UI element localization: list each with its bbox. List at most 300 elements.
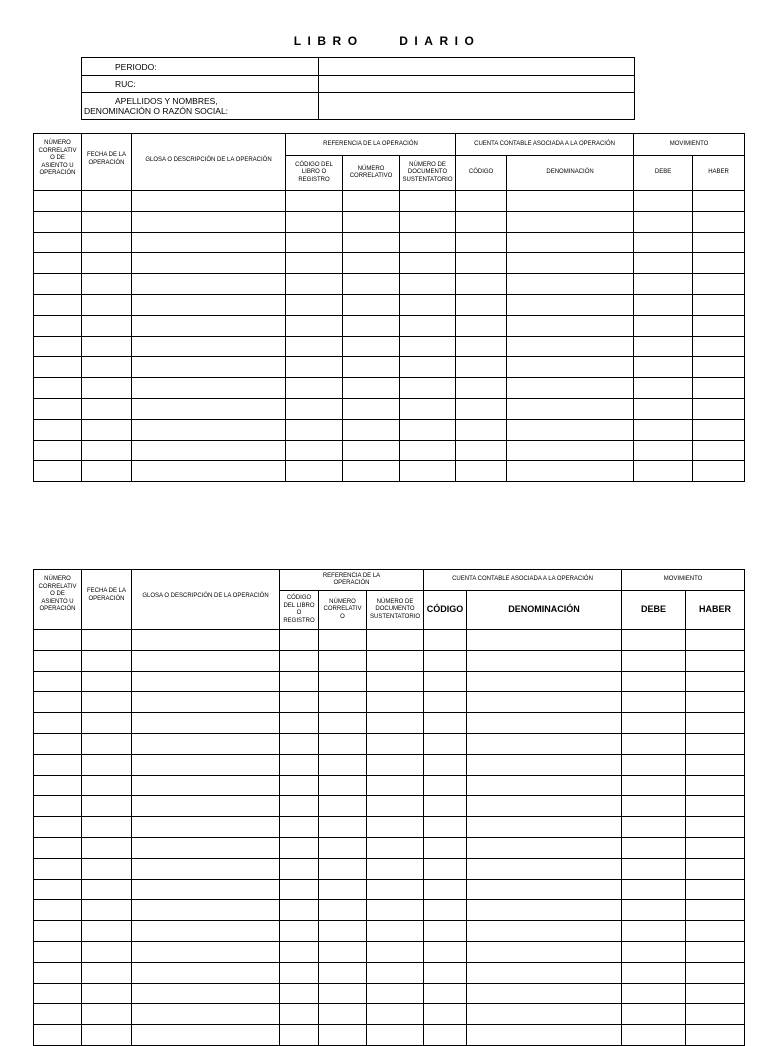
table-cell[interactable] [622,630,686,651]
table-cell[interactable] [34,253,82,274]
table-cell[interactable] [622,692,686,713]
table-cell[interactable] [132,692,280,713]
table-cell[interactable] [319,692,367,713]
table-cell[interactable] [82,713,132,734]
table-cell[interactable] [319,1004,367,1025]
table-cell[interactable] [507,274,634,295]
table-cell[interactable] [622,775,686,796]
table-cell[interactable] [634,440,693,461]
table-cell[interactable] [467,713,622,734]
table-cell[interactable] [82,650,132,671]
table-cell[interactable] [686,671,745,692]
table-cell[interactable] [686,962,745,983]
table-cell[interactable] [132,983,280,1004]
table-cell[interactable] [280,879,319,900]
table-cell[interactable] [693,274,745,295]
table-cell[interactable] [456,357,507,378]
table-cell[interactable] [400,315,456,336]
table-cell[interactable] [82,692,132,713]
table-cell[interactable] [686,941,745,962]
table-cell[interactable] [456,419,507,440]
table-cell[interactable] [132,796,280,817]
table-cell[interactable] [693,315,745,336]
table-cell[interactable] [507,211,634,232]
table-cell[interactable] [82,336,132,357]
table-cell[interactable] [456,191,507,212]
table-cell[interactable] [82,315,132,336]
table-cell[interactable] [82,398,132,419]
table-cell[interactable] [280,1004,319,1025]
table-cell[interactable] [82,921,132,942]
table-cell[interactable] [280,941,319,962]
table-cell[interactable] [400,461,456,482]
table-cell[interactable] [132,419,286,440]
table-cell[interactable] [286,378,343,399]
ruc-field[interactable] [319,76,635,93]
table-cell[interactable] [319,1025,367,1046]
table-cell[interactable] [34,941,82,962]
table-cell[interactable] [693,440,745,461]
table-cell[interactable] [319,900,367,921]
table-cell[interactable] [424,962,467,983]
table-cell[interactable] [424,1004,467,1025]
table-cell[interactable] [622,796,686,817]
table-cell[interactable] [622,650,686,671]
table-cell[interactable] [634,294,693,315]
table-cell[interactable] [634,315,693,336]
table-cell[interactable] [400,336,456,357]
table-cell[interactable] [132,357,286,378]
table-cell[interactable] [507,398,634,419]
table-cell[interactable] [132,461,286,482]
table-cell[interactable] [367,733,424,754]
table-cell[interactable] [286,191,343,212]
table-cell[interactable] [34,671,82,692]
table-cell[interactable] [424,650,467,671]
table-cell[interactable] [634,336,693,357]
table-cell[interactable] [634,357,693,378]
table-cell[interactable] [34,775,82,796]
table-cell[interactable] [280,630,319,651]
table-cell[interactable] [507,294,634,315]
table-cell[interactable] [132,398,286,419]
table-cell[interactable] [82,900,132,921]
table-cell[interactable] [456,440,507,461]
table-cell[interactable] [343,440,400,461]
table-cell[interactable] [82,983,132,1004]
table-cell[interactable] [367,962,424,983]
table-cell[interactable] [132,294,286,315]
table-cell[interactable] [82,962,132,983]
table-cell[interactable] [400,378,456,399]
table-cell[interactable] [34,692,82,713]
table-cell[interactable] [634,398,693,419]
table-cell[interactable] [319,858,367,879]
table-cell[interactable] [367,713,424,734]
table-cell[interactable] [622,817,686,838]
table-cell[interactable] [132,713,280,734]
table-cell[interactable] [82,879,132,900]
table-cell[interactable] [34,858,82,879]
table-cell[interactable] [367,630,424,651]
table-cell[interactable] [280,796,319,817]
table-cell[interactable] [343,274,400,295]
table-cell[interactable] [132,941,280,962]
table-cell[interactable] [693,232,745,253]
table-cell[interactable] [634,191,693,212]
table-cell[interactable] [467,921,622,942]
table-cell[interactable] [467,941,622,962]
table-cell[interactable] [132,336,286,357]
table-cell[interactable] [132,962,280,983]
table-cell[interactable] [132,879,280,900]
table-cell[interactable] [424,900,467,921]
table-cell[interactable] [82,378,132,399]
table-cell[interactable] [456,211,507,232]
table-cell[interactable] [693,294,745,315]
table-cell[interactable] [634,461,693,482]
table-cell[interactable] [367,941,424,962]
table-cell[interactable] [34,921,82,942]
table-cell[interactable] [132,775,280,796]
table-cell[interactable] [467,775,622,796]
table-cell[interactable] [34,378,82,399]
table-cell[interactable] [467,1025,622,1046]
table-cell[interactable] [82,733,132,754]
table-cell[interactable] [286,232,343,253]
table-cell[interactable] [507,315,634,336]
table-cell[interactable] [343,398,400,419]
table-cell[interactable] [82,211,132,232]
table-cell[interactable] [319,921,367,942]
table-cell[interactable] [424,796,467,817]
table-cell[interactable] [286,398,343,419]
table-cell[interactable] [467,650,622,671]
table-cell[interactable] [400,440,456,461]
table-cell[interactable] [686,1025,745,1046]
table-cell[interactable] [400,274,456,295]
table-cell[interactable] [280,1025,319,1046]
table-cell[interactable] [456,253,507,274]
table-cell[interactable] [132,1025,280,1046]
table-cell[interactable] [286,315,343,336]
table-cell[interactable] [686,879,745,900]
table-cell[interactable] [34,713,82,734]
table-cell[interactable] [280,671,319,692]
table-cell[interactable] [686,733,745,754]
table-cell[interactable] [34,817,82,838]
table-cell[interactable] [132,274,286,295]
table-cell[interactable] [686,713,745,734]
table-cell[interactable] [34,962,82,983]
table-cell[interactable] [132,191,286,212]
table-cell[interactable] [467,733,622,754]
table-cell[interactable] [82,858,132,879]
table-cell[interactable] [686,983,745,1004]
table-cell[interactable] [280,775,319,796]
table-cell[interactable] [280,983,319,1004]
table-cell[interactable] [132,837,280,858]
table-cell[interactable] [319,630,367,651]
table-cell[interactable] [367,879,424,900]
table-cell[interactable] [467,796,622,817]
table-cell[interactable] [34,357,82,378]
table-cell[interactable] [82,357,132,378]
table-cell[interactable] [319,817,367,838]
table-cell[interactable] [132,650,280,671]
table-cell[interactable] [467,837,622,858]
table-cell[interactable] [400,211,456,232]
table-cell[interactable] [693,191,745,212]
table-cell[interactable] [456,274,507,295]
table-cell[interactable] [286,336,343,357]
table-cell[interactable] [319,650,367,671]
table-cell[interactable] [622,754,686,775]
table-cell[interactable] [343,378,400,399]
table-cell[interactable] [82,461,132,482]
table-cell[interactable] [400,357,456,378]
table-cell[interactable] [507,232,634,253]
table-cell[interactable] [622,900,686,921]
table-cell[interactable] [82,630,132,651]
table-cell[interactable] [424,733,467,754]
table-cell[interactable] [132,754,280,775]
table-cell[interactable] [622,879,686,900]
table-cell[interactable] [622,858,686,879]
table-cell[interactable] [132,232,286,253]
table-cell[interactable] [34,336,82,357]
table-cell[interactable] [286,274,343,295]
table-cell[interactable] [467,1004,622,1025]
table-cell[interactable] [34,211,82,232]
table-cell[interactable] [400,232,456,253]
table-cell[interactable] [634,211,693,232]
table-cell[interactable] [34,630,82,651]
table-cell[interactable] [424,671,467,692]
table-cell[interactable] [343,336,400,357]
table-cell[interactable] [319,941,367,962]
table-cell[interactable] [507,191,634,212]
table-cell[interactable] [622,671,686,692]
table-cell[interactable] [280,692,319,713]
table-cell[interactable] [686,692,745,713]
table-cell[interactable] [132,733,280,754]
table-cell[interactable] [400,253,456,274]
table-cell[interactable] [400,294,456,315]
table-cell[interactable] [693,357,745,378]
nombres-field[interactable] [319,93,635,120]
table-cell[interactable] [280,921,319,942]
table-cell[interactable] [424,921,467,942]
table-cell[interactable] [507,440,634,461]
table-cell[interactable] [367,1025,424,1046]
table-cell[interactable] [34,294,82,315]
table-cell[interactable] [34,419,82,440]
table-cell[interactable] [286,211,343,232]
table-cell[interactable] [424,837,467,858]
table-cell[interactable] [82,1004,132,1025]
table-cell[interactable] [367,837,424,858]
table-cell[interactable] [367,900,424,921]
table-cell[interactable] [424,879,467,900]
table-cell[interactable] [34,983,82,1004]
table-cell[interactable] [343,357,400,378]
table-cell[interactable] [132,630,280,651]
table-cell[interactable] [319,775,367,796]
table-cell[interactable] [82,775,132,796]
table-cell[interactable] [343,253,400,274]
table-cell[interactable] [424,817,467,838]
table-cell[interactable] [280,733,319,754]
table-cell[interactable] [367,775,424,796]
table-cell[interactable] [82,837,132,858]
table-cell[interactable] [82,294,132,315]
table-cell[interactable] [456,378,507,399]
table-cell[interactable] [686,630,745,651]
table-cell[interactable] [467,671,622,692]
table-cell[interactable] [319,713,367,734]
table-cell[interactable] [280,858,319,879]
table-cell[interactable] [467,858,622,879]
table-cell[interactable] [34,1004,82,1025]
table-cell[interactable] [286,419,343,440]
table-cell[interactable] [634,253,693,274]
table-cell[interactable] [622,733,686,754]
table-cell[interactable] [456,336,507,357]
table-cell[interactable] [467,754,622,775]
table-cell[interactable] [280,754,319,775]
table-cell[interactable] [280,837,319,858]
table-cell[interactable] [467,817,622,838]
table-cell[interactable] [424,630,467,651]
table-cell[interactable] [634,274,693,295]
table-cell[interactable] [34,315,82,336]
table-cell[interactable] [634,232,693,253]
table-cell[interactable] [34,879,82,900]
table-cell[interactable] [467,630,622,651]
table-cell[interactable] [34,274,82,295]
table-cell[interactable] [367,1004,424,1025]
table-cell[interactable] [507,336,634,357]
table-cell[interactable] [424,941,467,962]
table-cell[interactable] [34,440,82,461]
table-cell[interactable] [424,1025,467,1046]
table-cell[interactable] [456,398,507,419]
table-cell[interactable] [343,232,400,253]
table-cell[interactable] [132,315,286,336]
table-cell[interactable] [82,817,132,838]
table-cell[interactable] [693,461,745,482]
table-cell[interactable] [467,983,622,1004]
table-cell[interactable] [82,1025,132,1046]
table-cell[interactable] [34,398,82,419]
table-cell[interactable] [686,858,745,879]
table-cell[interactable] [693,336,745,357]
table-cell[interactable] [34,461,82,482]
table-cell[interactable] [82,253,132,274]
table-cell[interactable] [82,191,132,212]
table-cell[interactable] [82,941,132,962]
table-cell[interactable] [82,796,132,817]
table-cell[interactable] [686,837,745,858]
table-cell[interactable] [456,294,507,315]
table-cell[interactable] [693,398,745,419]
table-cell[interactable] [456,461,507,482]
table-cell[interactable] [319,837,367,858]
table-cell[interactable] [367,650,424,671]
table-cell[interactable] [367,921,424,942]
table-cell[interactable] [507,357,634,378]
table-cell[interactable] [622,941,686,962]
table-cell[interactable] [132,253,286,274]
table-cell[interactable] [367,983,424,1004]
table-cell[interactable] [82,419,132,440]
table-cell[interactable] [686,1004,745,1025]
table-cell[interactable] [34,650,82,671]
table-cell[interactable] [280,900,319,921]
table-cell[interactable] [286,357,343,378]
table-cell[interactable] [622,983,686,1004]
table-cell[interactable] [693,419,745,440]
table-cell[interactable] [467,692,622,713]
table-cell[interactable] [132,1004,280,1025]
table-cell[interactable] [34,1025,82,1046]
table-cell[interactable] [686,900,745,921]
table-cell[interactable] [424,775,467,796]
table-cell[interactable] [367,796,424,817]
table-cell[interactable] [286,294,343,315]
table-cell[interactable] [343,461,400,482]
periodo-field[interactable] [319,58,635,76]
table-cell[interactable] [34,754,82,775]
table-cell[interactable] [280,713,319,734]
table-cell[interactable] [467,900,622,921]
table-cell[interactable] [400,419,456,440]
table-cell[interactable] [319,733,367,754]
table-cell[interactable] [286,440,343,461]
table-cell[interactable] [424,713,467,734]
table-cell[interactable] [34,837,82,858]
table-cell[interactable] [82,754,132,775]
table-cell[interactable] [686,775,745,796]
table-cell[interactable] [319,879,367,900]
table-cell[interactable] [686,754,745,775]
table-cell[interactable] [622,962,686,983]
table-cell[interactable] [132,858,280,879]
table-cell[interactable] [424,983,467,1004]
table-cell[interactable] [132,378,286,399]
table-cell[interactable] [132,900,280,921]
table-cell[interactable] [82,671,132,692]
table-cell[interactable] [456,315,507,336]
table-cell[interactable] [343,315,400,336]
table-cell[interactable] [686,650,745,671]
table-cell[interactable] [34,232,82,253]
table-cell[interactable] [319,754,367,775]
table-cell[interactable] [400,191,456,212]
table-cell[interactable] [34,796,82,817]
table-cell[interactable] [424,858,467,879]
table-cell[interactable] [634,378,693,399]
table-cell[interactable] [34,900,82,921]
table-cell[interactable] [424,754,467,775]
table-cell[interactable] [286,461,343,482]
table-cell[interactable] [686,796,745,817]
table-cell[interactable] [367,754,424,775]
table-cell[interactable] [132,440,286,461]
table-cell[interactable] [686,921,745,942]
table-cell[interactable] [424,692,467,713]
